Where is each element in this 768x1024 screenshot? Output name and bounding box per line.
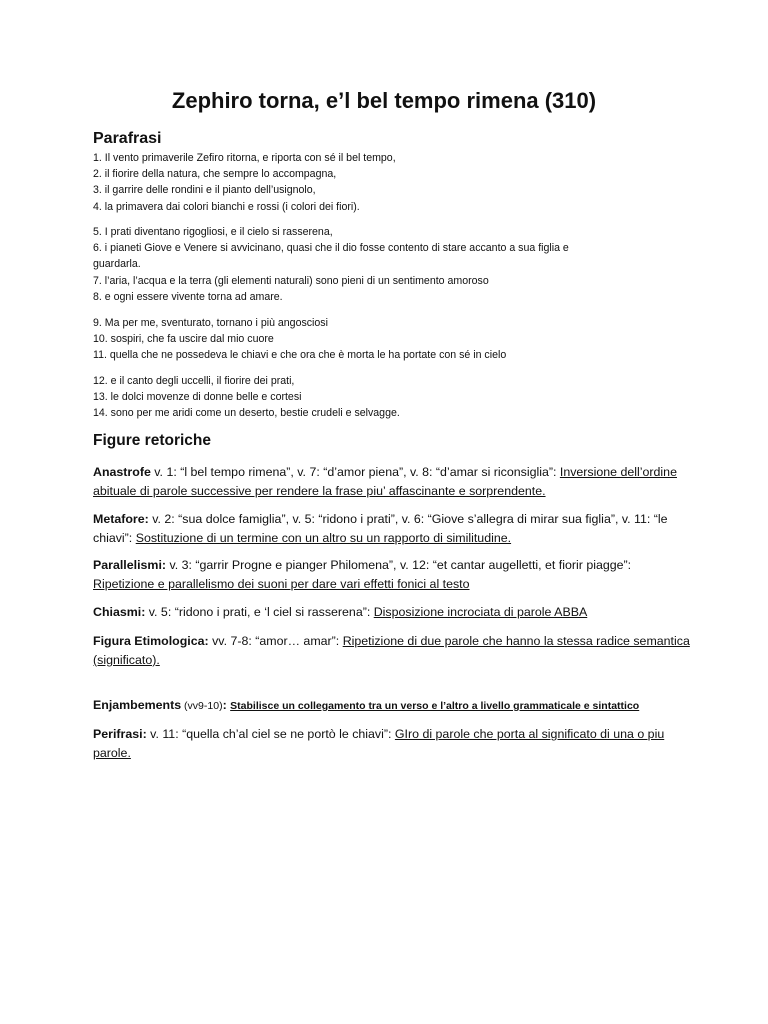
figure-examples: v. 3: “garrir Progne e pianger Philomena”, v. 12: “et cantar augelletti, et fiorir piagge”:: [166, 558, 632, 572]
figure-term: Parallelismi:: [93, 558, 167, 572]
parafrasi-line: 6. i pianeti Giove e Venere si avvicinano, quasi che il dio fosse contento di stare accanto a sua figlia e: [93, 242, 569, 255]
document-title: Zephiro torna, e’l bel tempo rimena (310): [171, 88, 597, 113]
parafrasi-line: 4. la primavera dai colori bianchi e rossi (i colori dei fiori).: [93, 200, 360, 213]
parafrasi-stanza-2: [93, 224, 693, 305]
parafrasi-heading: Parafrasi: [93, 130, 162, 147]
figure-term: Anastrofe: [93, 465, 151, 479]
figure-retoriche-heading: Figure retoriche: [93, 432, 211, 449]
figure-definition: Sostituzione di un termine con un altro su un rapporto di similitudine.: [135, 530, 512, 545]
figure-item-parallelismi: [93, 556, 693, 593]
figure-item-chiasmi: [93, 603, 693, 622]
figure-term: Metafore:: [93, 512, 149, 526]
figure-colon: :: [222, 698, 231, 712]
figure-definition: GIro di parole che porta al significato di una o piu parole.: [93, 727, 665, 760]
figure-examples: (vv9-10): [181, 700, 223, 712]
parafrasi-line: 13. le dolci movenze di donne belle e cortesi: [93, 391, 302, 404]
parafrasi-line: 10. sospiri, che fa uscire dal mio cuore: [93, 333, 274, 346]
figure-term: Chiasmi:: [93, 605, 146, 619]
figure-item-metafore: [93, 510, 693, 547]
figure-definition: Stabilisce un collegamento tra un verso e l’altro a livello grammaticale e sintattico: [230, 700, 640, 712]
parafrasi-line: 11. quella che ne possedeva le chiavi e che ora che è morta le ha portate con sé in cielo: [93, 349, 507, 362]
parafrasi-stanza-1: [93, 150, 693, 215]
figure-examples: v. 2: “sua dolce famiglia”, v. 5: “ridono i prati”, v. 6: “Giove s’allegra di mirar sua figlia”, v. 11: “le chiavi”:: [93, 512, 668, 545]
figure-term: Figura Etimologica:: [93, 634, 209, 648]
figure-item-enjambements: [93, 696, 713, 716]
parafrasi-line: 5. I prati diventano rigogliosi, e il cielo si rasserena,: [93, 226, 333, 238]
figure-item-figura-etimologica: [93, 632, 693, 669]
parafrasi-stanza-4: [93, 373, 693, 422]
figure-term: Enjambements: [93, 698, 182, 712]
figure-term: Perifrasi:: [93, 727, 147, 741]
parafrasi-line: 12. e il canto degli uccelli, il fiorire dei prati,: [93, 375, 295, 387]
parafrasi-line: 3. il garrire delle rondini e il pianto dell’usignolo,: [93, 184, 316, 197]
parafrasi-line: 8. e ogni essere vivente torna ad amare.: [93, 290, 283, 303]
figure-item-anastrofe: [93, 463, 693, 500]
figure-definition: Ripetizione di due parole che hanno la stessa radice semantica (significato).: [93, 634, 690, 667]
figure-item-perifrasi: [93, 725, 693, 762]
figure-examples: v. 11: “quella ch’al ciel se ne portò le chiavi”:: [146, 727, 395, 741]
parafrasi-line: 1. Il vento primaverile Zefiro ritorna, e riporta con sé il bel tempo,: [93, 152, 396, 164]
parafrasi-stanza-3: [93, 315, 693, 364]
figure-examples: vv. 7-8: “amor… amar”:: [208, 634, 343, 648]
figure-examples: v. 1: “l bel tempo rimena”, v. 7: “d’amor piena”, v. 8: “d’amar si riconsiglia”:: [150, 465, 560, 479]
figure-definition: Disposizione incrociata di parole ABBA: [373, 605, 588, 619]
parafrasi-line: 14. sono per me aridi come un deserto, bestie crudeli e selvagge.: [93, 407, 400, 420]
parafrasi-line: 7. l’aria, l’acqua e la terra (gli elementi naturali) sono pieni di un sentimento amoroso: [93, 274, 489, 287]
parafrasi-line: 2. il fiorire della natura, che sempre lo accompagna,: [93, 168, 337, 181]
figure-definition: Ripetizione e parallelismo dei suoni per dare vari effetti fonici al testo: [93, 576, 470, 591]
parafrasi-line: guardarla.: [93, 258, 141, 271]
parafrasi-line: 9. Ma per me, sventurato, tornano i più angosciosi: [93, 317, 328, 329]
figure-examples: v. 5: “ridono i prati, e ‘l ciel si rasserena”:: [145, 605, 374, 619]
figure-definition: Inversione dell’ordine abituale di parole successive per rendere la frase piu’ affascinante e sorprendente.: [93, 465, 677, 498]
